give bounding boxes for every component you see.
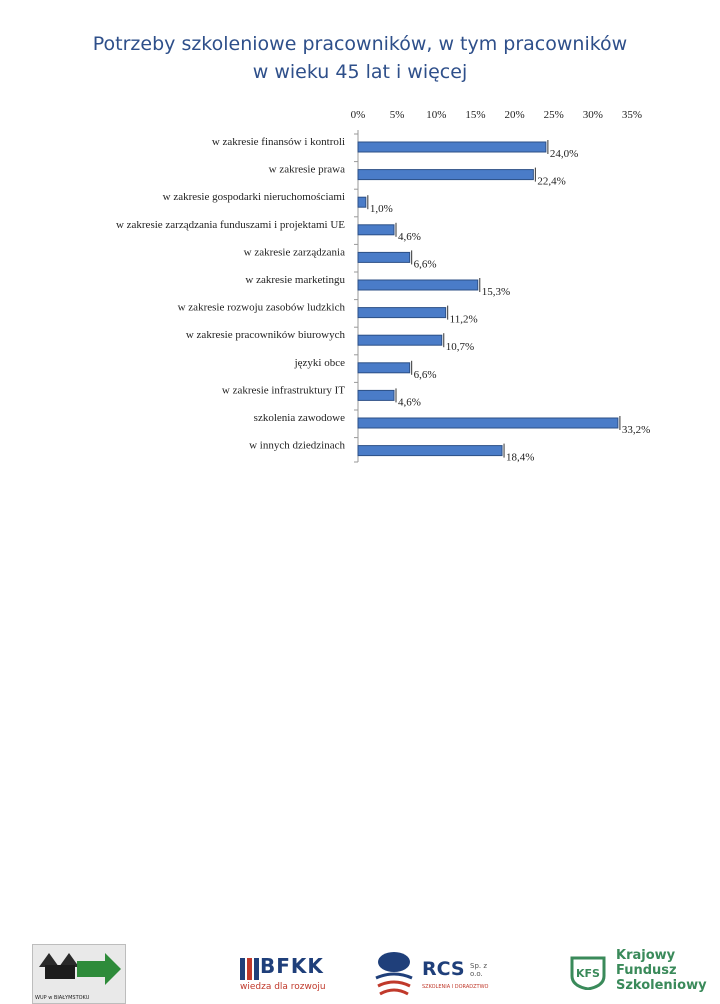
category-label: w zakresie rozwoju zasobów ludzkich (177, 301, 345, 314)
data-label: 6,6% (413, 368, 437, 381)
data-label: 15,3% (481, 286, 511, 298)
data-label: 1,0% (369, 203, 393, 216)
x-tick-label: 10% (426, 109, 447, 121)
kfs-text: Krajowy Fundusz Szkoleniowy (616, 948, 707, 993)
category-label: w zakresie pracowników biurowych (185, 329, 345, 342)
kfs-badge-icon (568, 954, 608, 990)
bar (358, 280, 478, 290)
x-tick-label: 0% (350, 109, 366, 121)
category-label: w zakresie zarządzania (243, 246, 345, 259)
bfkk-tagline: wiedza dla rozwoju (240, 982, 326, 992)
bar (358, 252, 410, 262)
rcs-logo (370, 948, 500, 1004)
bar (358, 225, 394, 235)
data-label: 10,7% (445, 341, 475, 354)
x-tick-label: 15% (465, 109, 486, 121)
bar (358, 170, 533, 180)
data-label: 24,0% (549, 148, 579, 160)
category-label: szkolenia zawodowe (253, 412, 345, 424)
data-label: 18,4% (506, 451, 535, 464)
data-label: 11,2% (449, 313, 478, 326)
bar (358, 335, 442, 345)
data-label: 6,6% (413, 258, 437, 271)
kfs-logo (566, 948, 706, 1004)
bar (358, 308, 446, 318)
bfkk-mark-icon (238, 956, 260, 982)
category-label: w zakresie marketingu (245, 274, 345, 286)
bar (358, 197, 366, 207)
footer-logos (0, 470, 720, 1001)
bar-chart (0, 0, 720, 470)
bar (358, 418, 618, 428)
x-tick-label: 25% (543, 109, 564, 121)
x-tick-label: 30% (582, 109, 603, 121)
data-label: 22,4% (537, 175, 566, 188)
rcs-swirl-icon (370, 948, 418, 1002)
bar (358, 363, 410, 373)
x-tick-label: 35% (621, 109, 643, 121)
category-label: w zakresie infrastruktury IT (221, 384, 345, 397)
category-label: języki obce (294, 356, 345, 369)
data-label: 4,6% (398, 396, 421, 409)
category-label: w zakresie prawa (268, 163, 345, 176)
data-label: 4,6% (398, 230, 421, 243)
wup-caption: WUP w BIAŁYMSTOKU (35, 995, 90, 1001)
rcs-suffix: Sp. z o.o. (470, 962, 488, 978)
bar (358, 390, 394, 400)
bar (358, 142, 546, 152)
x-tick-label: 5% (389, 109, 405, 121)
category-label: w zakresie finansów i kontroli (211, 136, 345, 148)
bar (358, 446, 502, 456)
bfkk-logo (238, 954, 338, 998)
kfs-badge-text: KFS (576, 967, 600, 980)
wup-logo (32, 944, 126, 1004)
x-tick-label: 20% (504, 109, 525, 121)
data-label: 33,2% (621, 424, 651, 436)
category-label: w innych dziedzinach (249, 439, 345, 452)
bfkk-name: BFKK (260, 954, 324, 978)
wup-arrow-icon (33, 945, 125, 991)
rcs-name: RCS (422, 958, 465, 980)
chart-title: Potrzeby szkoleniowe pracowników, w tym pracowników w wieku 45 lat i więcej (92, 33, 628, 83)
category-label: w zakresie gospodarki nieruchomościami (162, 191, 345, 204)
category-label: w zakresie zarządzania funduszami i projektami UE (115, 218, 345, 231)
rcs-subtitle: SZKOLENIA I DORADZTWO (422, 984, 489, 990)
